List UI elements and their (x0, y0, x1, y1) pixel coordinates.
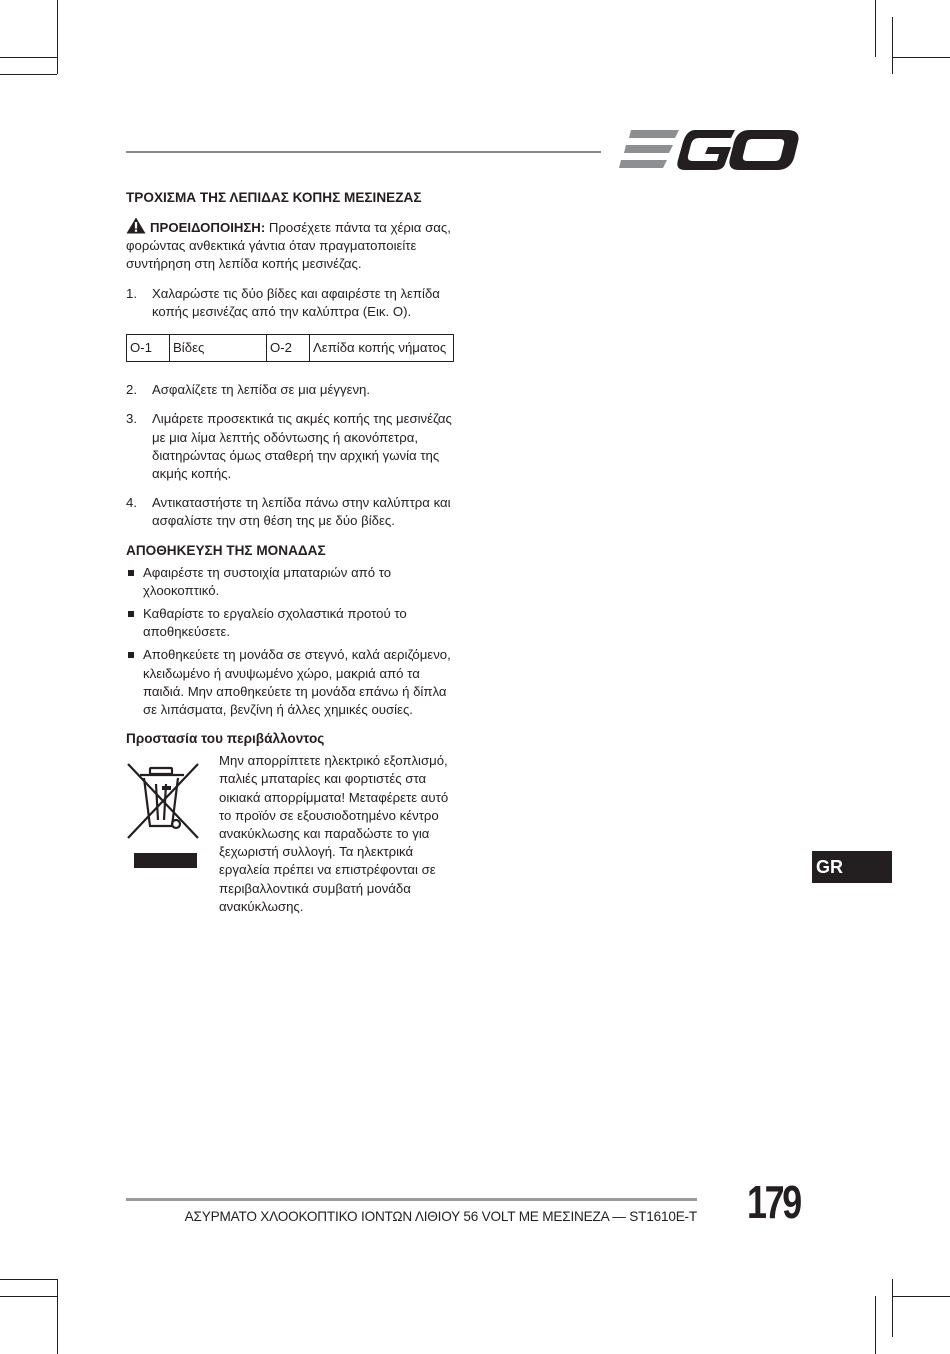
step-number: 4. (126, 495, 137, 511)
bullet-square-icon (128, 570, 134, 576)
parts-reference-table (126, 334, 454, 362)
step-text: Ασφαλίζετε τη λεπίδα σε μια μέγγενη. (152, 382, 371, 398)
list-item (126, 410, 456, 483)
warning-text: Προσέχετε πάντα τα χέρια σας, φορώντας ανθεκτικά γάντια όταν πραγματοποιείτε συντήρηση στη λεπίδα κοπής μεσινέζας. (126, 220, 451, 272)
crop-mark (57, 1279, 58, 1354)
crop-mark (875, 0, 876, 57)
crop-mark (892, 17, 893, 74)
storage-bullet-list (126, 564, 456, 720)
table-cell: O-1 (127, 335, 170, 362)
bullet-text: Αποθηκεύετε τη μονάδα σε στεγνό, καλά αεριζόμενο, κλειδωμένο ή ανυψωμένο χώρο, μακριά από τα παιδιά. Μην αποθηκεύετε τη μονάδα επάνω ή δίπλα σε λιπάσματα, βενζίνη ή άλλες χημικές ουσίες. (143, 647, 451, 718)
crop-mark (0, 1279, 57, 1280)
crossed-out-bin-icon (126, 760, 202, 870)
crop-mark (0, 57, 57, 58)
step-number: 2. (126, 382, 137, 398)
environment-block (126, 752, 456, 922)
warning-triangle-icon (126, 217, 146, 234)
crop-mark (0, 74, 57, 75)
list-item (126, 494, 456, 530)
content-column (126, 188, 456, 922)
warning-paragraph (126, 217, 456, 274)
table-cell: Βίδες (170, 335, 267, 362)
crop-mark (892, 57, 950, 58)
bullet-square-icon (128, 611, 134, 617)
list-item (126, 381, 456, 399)
list-item (126, 564, 456, 600)
crop-mark (892, 1296, 950, 1297)
table-cell: Λεπίδα κοπής νήματος (310, 335, 454, 362)
footer-title: ΑΣΥΡΜΑΤΟ ΧΛΟΟΚΟΠΤΙΚΟ ΙΟΝΤΩΝ ΛΙΘΙΟΥ 56 VOLT ΜΕ ΜΕΣΙΝΕΖΑ — ST1610E-T (184, 1209, 697, 1224)
bullet-square-icon (128, 652, 134, 658)
table-row (127, 335, 454, 362)
steps-list (126, 285, 456, 321)
crop-mark (892, 1279, 893, 1337)
footer-rule (126, 1198, 697, 1201)
step-text: Λιμάρετε προσεκτικά τις ακμές κοπής της μεσινέζας με μια λίμα λεπτής οδόντωσης ή ακονόπετρα, διατηρώντας όμως σταθερή την αρχική γωνία της ακμής κοπής. (152, 411, 452, 482)
bullet-text: Αφαιρέστε τη συστοιχία μπαταριών από το χλοοκοπτικό. (143, 564, 392, 598)
section-title-storage: ΑΠΟΘΗΚΕΥΣΗ ΤΗΣ ΜΟΝΑΔΑΣ (126, 542, 326, 558)
warning-label: ΠΡΟΕΙΔΟΠΟΙΗΣΗ: (150, 220, 266, 235)
list-item (126, 285, 456, 321)
environment-text: Μην απορρίπτετε ηλεκτρικό εξοπλισμό, παλιές μπαταρίες και φορτιστές στα οικιακά απορρίμματα! Μεταφέρετε αυτό το προϊόν σε εξουσιοδοτημένο κέντρο ανακύκλωσης και παραδώστε το για ξεχωριστή συλλογή. Τα ηλεκτρικά εργαλεία πρέπει να επιστρέφονται σε περιβαλλοντικά συμβατή μονάδα ανακύκλωσης. (219, 753, 449, 914)
step-text: Αντικαταστήστε τη λεπίδα πάνω στην καλύπτρα και ασφαλίστε την στη θέση της με δύο βίδες. (152, 495, 451, 529)
list-item (126, 646, 456, 719)
crop-mark (0, 1296, 57, 1297)
crop-mark (57, 0, 58, 74)
list-item (126, 605, 456, 641)
bullet-text: Καθαρίστε το εργαλείο σχολαστικά προτού το αποθηκεύσετε. (143, 606, 407, 640)
table-cell: O-2 (267, 335, 310, 362)
crop-mark (875, 1296, 876, 1354)
ego-logo (617, 128, 801, 172)
section-title-environment: Προστασία του περιβάλλοντος (126, 731, 325, 747)
step-number: 1. (126, 285, 137, 301)
step-number: 3. (126, 411, 137, 427)
step-text: Χαλαρώστε τις δύο βίδες και αφαιρέστε τη λεπίδα κοπής μεσινέζας από την καλύπτρα (Εικ. O). (152, 285, 440, 319)
header-rule (126, 151, 601, 153)
page-number: 179 (747, 1176, 800, 1228)
language-tab: GR (812, 851, 892, 883)
steps-list (126, 381, 456, 530)
section-title-blade-sharpening: ΤΡΟΧΙΣΜΑ ΤΗΣ ΛΕΠΙΔΑΣ ΚΟΠΗΣ ΜΕΣΙΝΕΖΑΣ (126, 190, 422, 205)
